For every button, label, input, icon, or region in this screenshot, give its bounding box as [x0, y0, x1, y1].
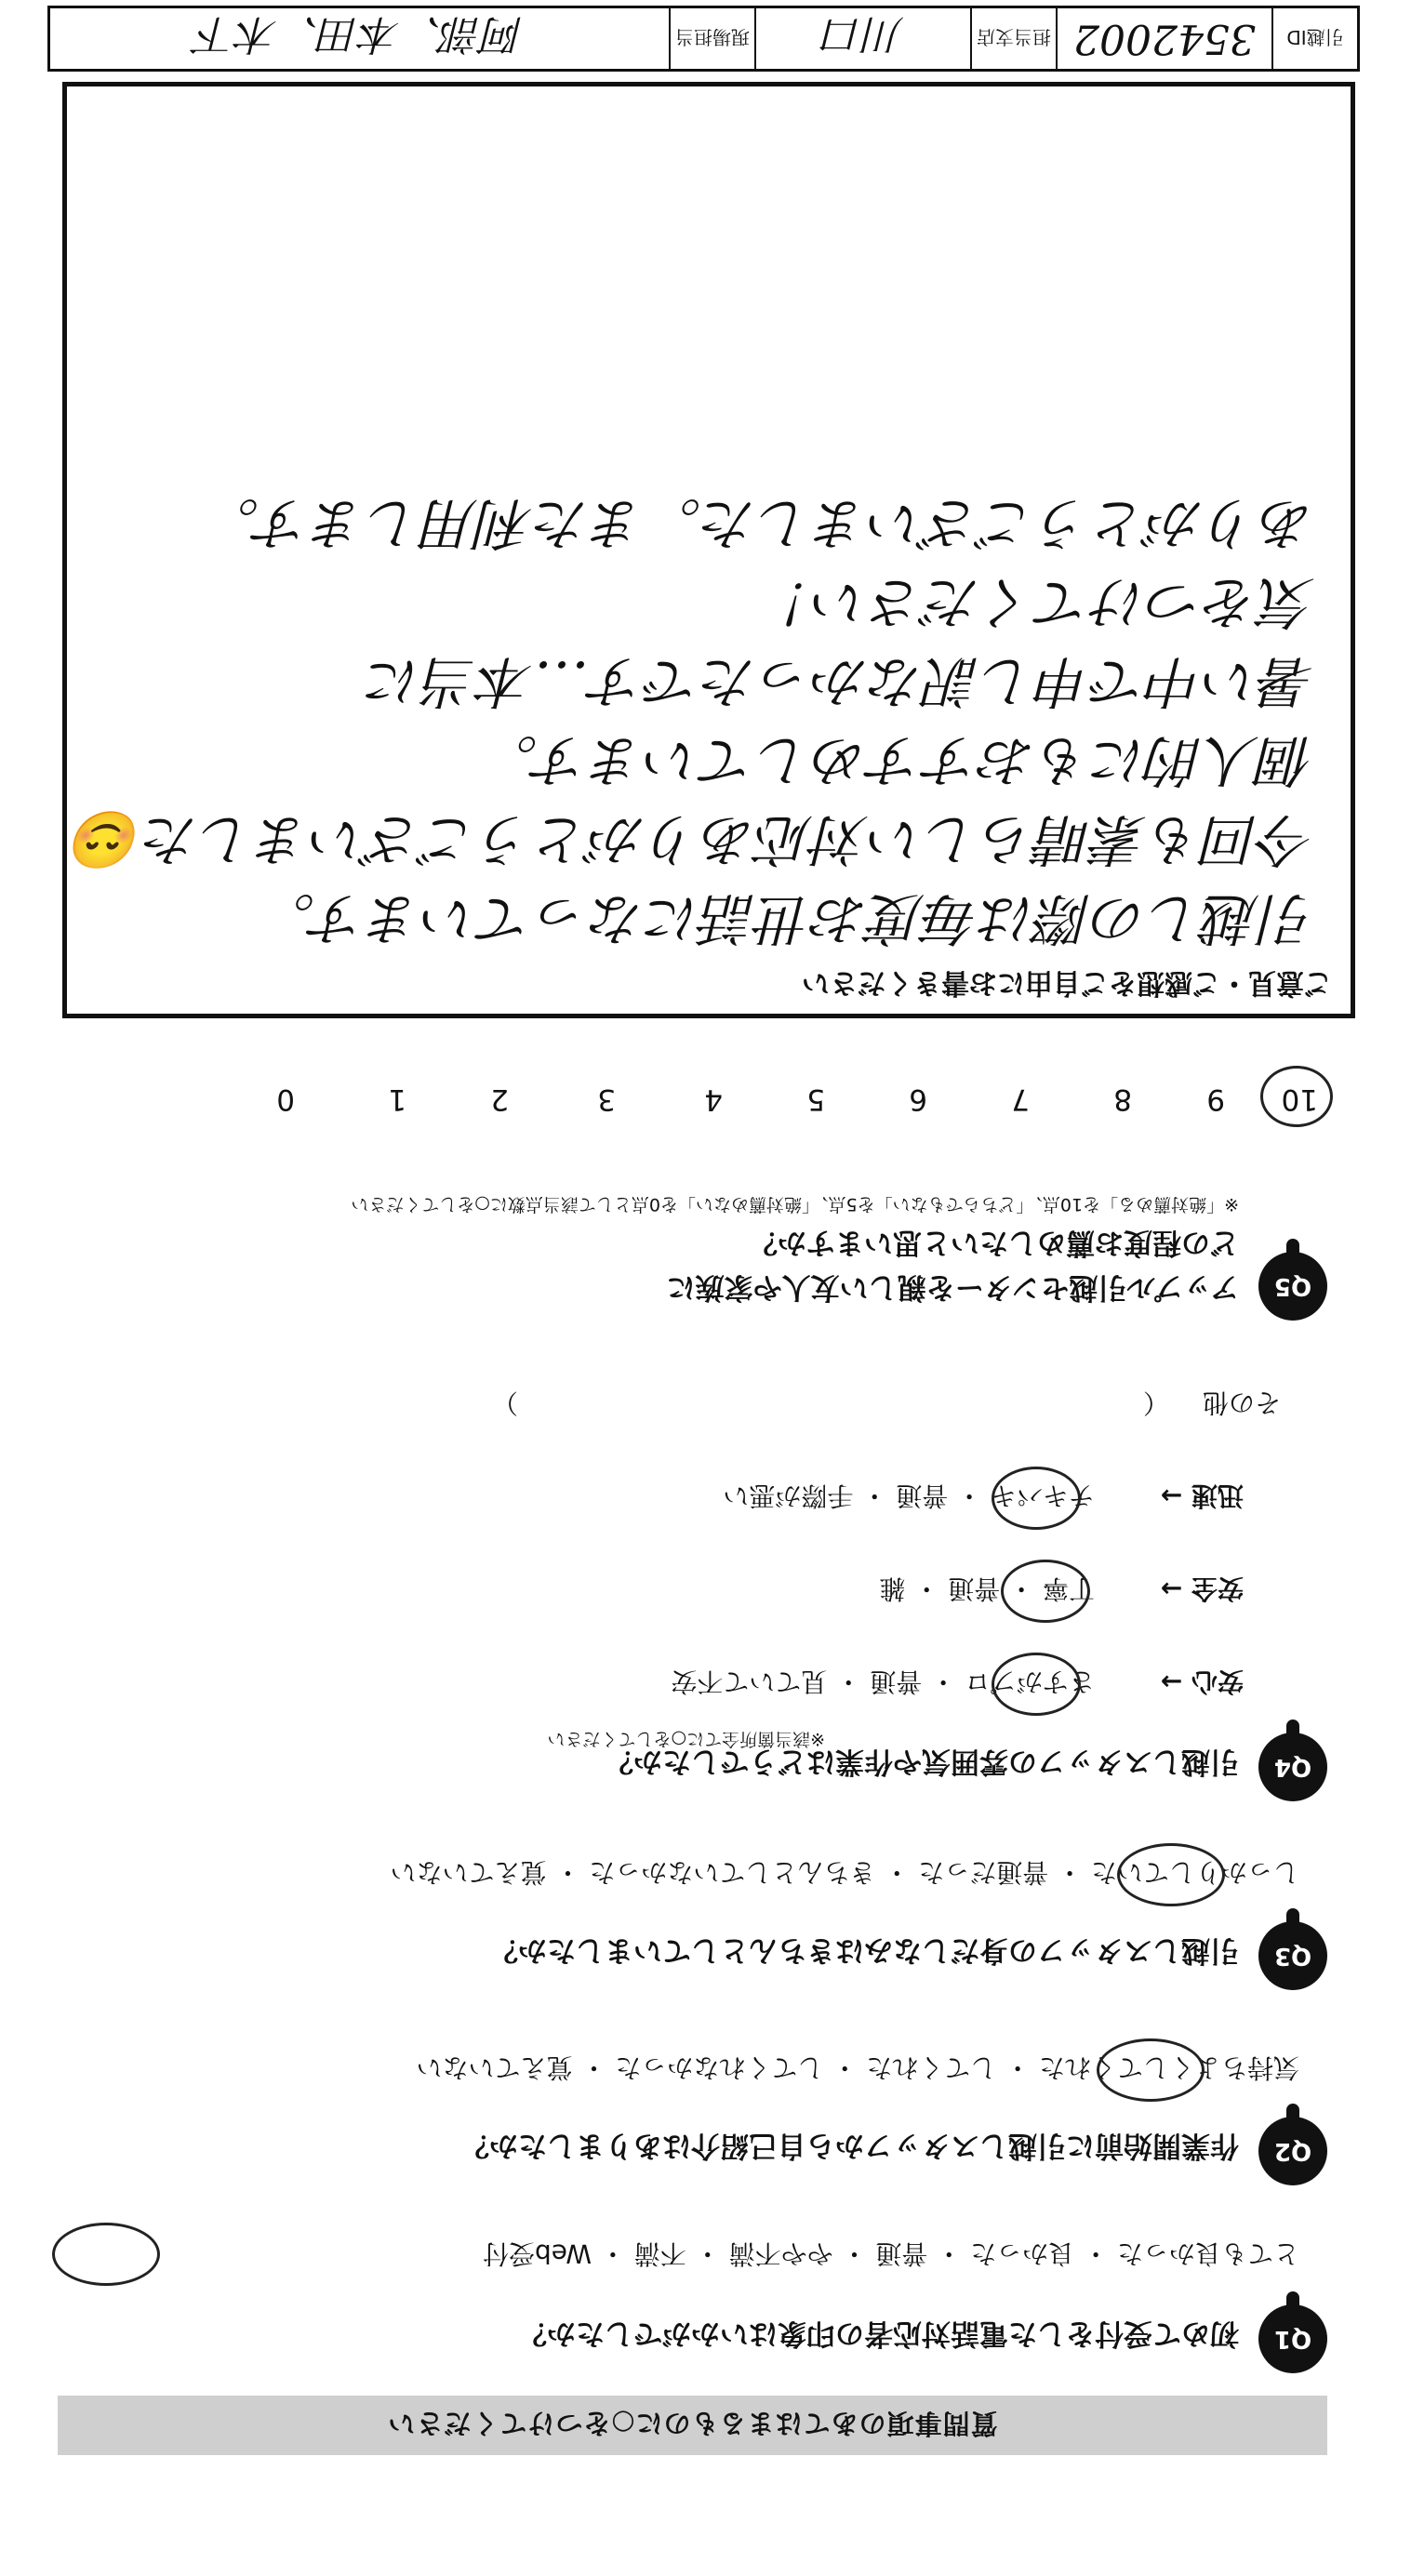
rating-scale [118, 1069, 1327, 1125]
q4-note: ※該当箇所全てに○をしてください [547, 1729, 825, 1749]
q1-badge: Q1 [1258, 2304, 1327, 2373]
q3-text: 引越しスタッフの身だしなみはきちんとしていましたか？ [489, 1933, 1239, 1967]
comment-title: ご意見・ご感想をご自由にお書きください [802, 966, 1332, 999]
q3-badge: Q3 [1258, 1921, 1327, 1990]
q4-badge: Q4 [1258, 1733, 1327, 1801]
q1-text: 初めて受付をした電話対応者の印象はいかがでしたか？ [518, 2317, 1239, 2350]
instruction-text: 質問事項のあてはまるものに○をつけてください [387, 2408, 998, 2439]
q1-answer-circle [52, 2223, 160, 2286]
q2-text: 作業開始前に引越しスタッフから自己紹介はありましたか？ [460, 2129, 1239, 2162]
rating-0[interactable]: 0 [276, 1082, 295, 1116]
rating-1[interactable]: 1 [388, 1082, 406, 1116]
rating-5[interactable]: 5 [806, 1082, 825, 1116]
q4-row-anshin-options[interactable]: さすがプロ ・ 普通 ・ 見ていて不安 [671, 1666, 1095, 1697]
rating-6[interactable]: 6 [909, 1082, 927, 1116]
rating-3[interactable]: 3 [597, 1082, 616, 1116]
id-label: 引越ID [1271, 8, 1357, 69]
rating-10[interactable]: 10 [1281, 1082, 1318, 1116]
q4-row-jinsoku-options[interactable]: テキパキ ・ 普通 ・ 手際が悪い [723, 1481, 1095, 1511]
q2-options[interactable]: 気持ちよくしてくれた ・ してくれた ・ してくれなかった ・ 覚えていない [416, 2052, 1299, 2083]
q5-badge: Q5 [1258, 1252, 1327, 1321]
q5-note: ※「絶対薦める」を10点、「どちらでもない」を5点、「絶対薦めない」を0点として該当点数に○をしてください [351, 1194, 1239, 1215]
rating-answer-circle [1260, 1066, 1333, 1127]
comment-line-6: ありがとうございました。また利用します。 [203, 490, 1315, 555]
q4-row-jinsoku-label: 迅速 → [1160, 1481, 1244, 1511]
rating-8[interactable]: 8 [1113, 1082, 1132, 1116]
rating-4[interactable]: 4 [704, 1082, 723, 1116]
q4-row-anzen-label: 安全 → [1160, 1573, 1244, 1604]
instruction-bar [58, 2396, 1327, 2455]
staff-value: 阿部、本田、木下 [195, 10, 524, 59]
comment-line-1: 引越しの際は毎度お世話になっています。 [259, 885, 1315, 950]
rating-2[interactable]: 2 [490, 1082, 509, 1116]
q5-text-line2: どの程度お薦めしたいと思いますか？ [749, 1226, 1239, 1259]
q3-answer-circle [1117, 1843, 1225, 1906]
team-label: 現場担当 [669, 8, 754, 69]
rating-7[interactable]: 7 [1011, 1082, 1030, 1116]
q4-anzen-circle [1001, 1560, 1090, 1623]
q4-row-anshin-label: 安心 → [1160, 1666, 1244, 1697]
rating-9[interactable]: 9 [1206, 1082, 1225, 1116]
q2-badge: Q2 [1258, 2117, 1327, 2185]
branch-value: 川口 [754, 8, 970, 69]
q4-row-other-label: その他 [1202, 1388, 1281, 1418]
comment-line-3: 個人的にもおすすめしています。 [482, 727, 1315, 792]
q2-answer-circle [1097, 2038, 1205, 2102]
comment-line-4: 暑い中で申し訳なかったです…本当に [366, 648, 1315, 713]
q4-row-anzen-options[interactable]: 丁寧 ・ 普通 ・ 雑 [879, 1573, 1095, 1604]
q1-options[interactable]: とても良かった ・ 良かった ・ 普通 ・ やや不満 ・ 不満 ・ Web受付 [482, 2238, 1299, 2269]
q4-jinsoku-circle [992, 1467, 1081, 1530]
q4-row-other-field[interactable]: （ ） [491, 1388, 1169, 1418]
comment-line-5: 気をつけてください！ [757, 569, 1315, 634]
comment-box[interactable] [62, 82, 1355, 1018]
id-table [47, 6, 1360, 72]
q4-text: 引越しスタッフの雰囲気や作業はどうでしたか？ [605, 1745, 1239, 1778]
q3-options[interactable]: しっかりしていた ・ 普通だった ・ きちんとしていなかった ・ 覚えていない [390, 1857, 1299, 1888]
branch-label: 担当支店 [970, 8, 1056, 69]
id-value: 3542002 [1056, 8, 1271, 69]
q5-text-line1: アップル引越センターを親しい友人や家族に [666, 1270, 1239, 1304]
q4-anshin-circle [992, 1653, 1081, 1716]
comment-line-2: 今回も素晴らしい対応ありがとうございました😊 [73, 806, 1315, 871]
